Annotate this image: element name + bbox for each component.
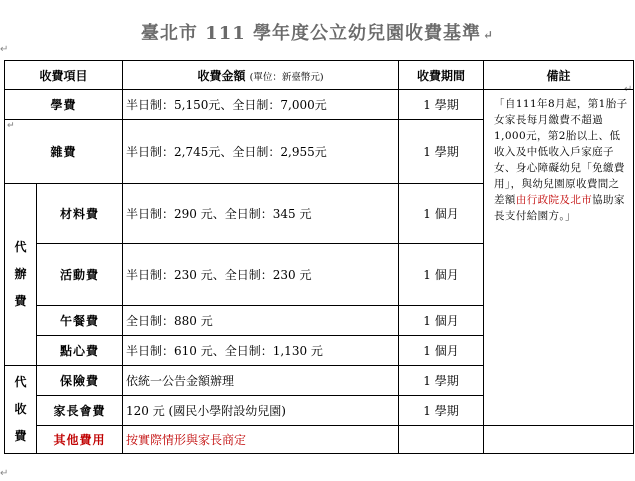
amount-snack: 半日制：610 元、全日制：1,130 元 bbox=[123, 336, 399, 366]
item-parents: 家長會費 bbox=[37, 396, 123, 426]
item-insurance: 保險費 bbox=[37, 366, 123, 396]
amount-misc: 半日制：2,745元、全日制：2,955元 bbox=[123, 120, 399, 184]
period-snack: 1 個月 bbox=[399, 336, 484, 366]
amount-activity: 半日制：230 元、全日制：230 元 bbox=[123, 244, 399, 306]
period-insurance: 1 學期 bbox=[399, 366, 484, 396]
period-misc: 1 學期 bbox=[399, 120, 484, 184]
group-char: 代 bbox=[14, 375, 27, 389]
group-daiban bbox=[5, 184, 37, 366]
amount-other: 按實際情形與家長商定 bbox=[123, 426, 399, 454]
amount-parents: 120 元 (國民小學附設幼兒園) bbox=[123, 396, 399, 426]
amount-lunch: 全日制：880 元 bbox=[123, 306, 399, 336]
amount-insurance: 依統一公告金額辦理 bbox=[123, 366, 399, 396]
amount-materials: 半日制：290 元、全日制：345 元 bbox=[123, 184, 399, 244]
header-amount-label: 收費金額 bbox=[197, 68, 246, 83]
header-period: 收費期間 bbox=[399, 61, 484, 90]
header-amount bbox=[123, 61, 399, 90]
header-item: 收費項目 bbox=[5, 61, 123, 90]
paragraph-mark-icon: ↵ bbox=[624, 84, 633, 95]
amount-tuition: 半日制：5,150元、全日制：7,000元 bbox=[123, 90, 399, 120]
period-activity: 1 個月 bbox=[399, 244, 484, 306]
item-misc bbox=[5, 120, 123, 184]
item-activity: 活動費 bbox=[37, 244, 123, 306]
header-note: 備註 bbox=[484, 61, 634, 90]
item-lunch: 午餐費 bbox=[37, 306, 123, 336]
period-lunch: 1 個月 bbox=[399, 306, 484, 336]
note-text: 「自111年8月起，第1胎子女家長每月繳費不超過1,000元，第2胎以上、低收入及中低收入戶家庭子女、身心障礙幼兒「免繳費用」，與幼兒園原收費間之差額 bbox=[494, 98, 628, 206]
paragraph-mark-icon: ↵ bbox=[0, 468, 9, 479]
page-title bbox=[0, 19, 635, 45]
paragraph-mark-icon: ↵ bbox=[0, 44, 9, 55]
fee-table bbox=[4, 60, 634, 454]
item-tuition: 學費 bbox=[5, 90, 123, 120]
period-materials: 1 個月 bbox=[399, 184, 484, 244]
note-text-end: 協助家長支付給園方。」 bbox=[494, 194, 625, 222]
group-char: 費 bbox=[14, 294, 27, 308]
period-tuition: 1 學期 bbox=[399, 90, 484, 120]
group-char: 費 bbox=[14, 429, 27, 443]
period-other bbox=[399, 426, 484, 454]
item-misc-label: 雜費 bbox=[50, 145, 77, 159]
note-text-red: 由行政院及北市 bbox=[515, 194, 593, 206]
item-snack: 點心費 bbox=[37, 336, 123, 366]
header-amount-unit: (單位：新臺幣元) bbox=[249, 71, 324, 83]
table-row bbox=[5, 426, 634, 454]
item-materials: 材料費 bbox=[37, 184, 123, 244]
header-row bbox=[5, 61, 634, 90]
title-text: 臺北市 111 學年度公立幼兒園收費基準 bbox=[140, 23, 482, 44]
note-cell bbox=[484, 90, 634, 426]
item-other: 其他費用 bbox=[37, 426, 123, 454]
group-daishou bbox=[5, 366, 37, 454]
table-row bbox=[5, 90, 634, 120]
paragraph-mark-icon: ↵ bbox=[483, 28, 495, 42]
period-parents: 1 學期 bbox=[399, 396, 484, 426]
group-char: 代 bbox=[14, 240, 27, 254]
paragraph-mark-icon: ↵ bbox=[7, 121, 16, 131]
note-empty bbox=[484, 426, 634, 454]
group-char: 收 bbox=[14, 402, 27, 416]
group-char: 辦 bbox=[14, 267, 27, 281]
